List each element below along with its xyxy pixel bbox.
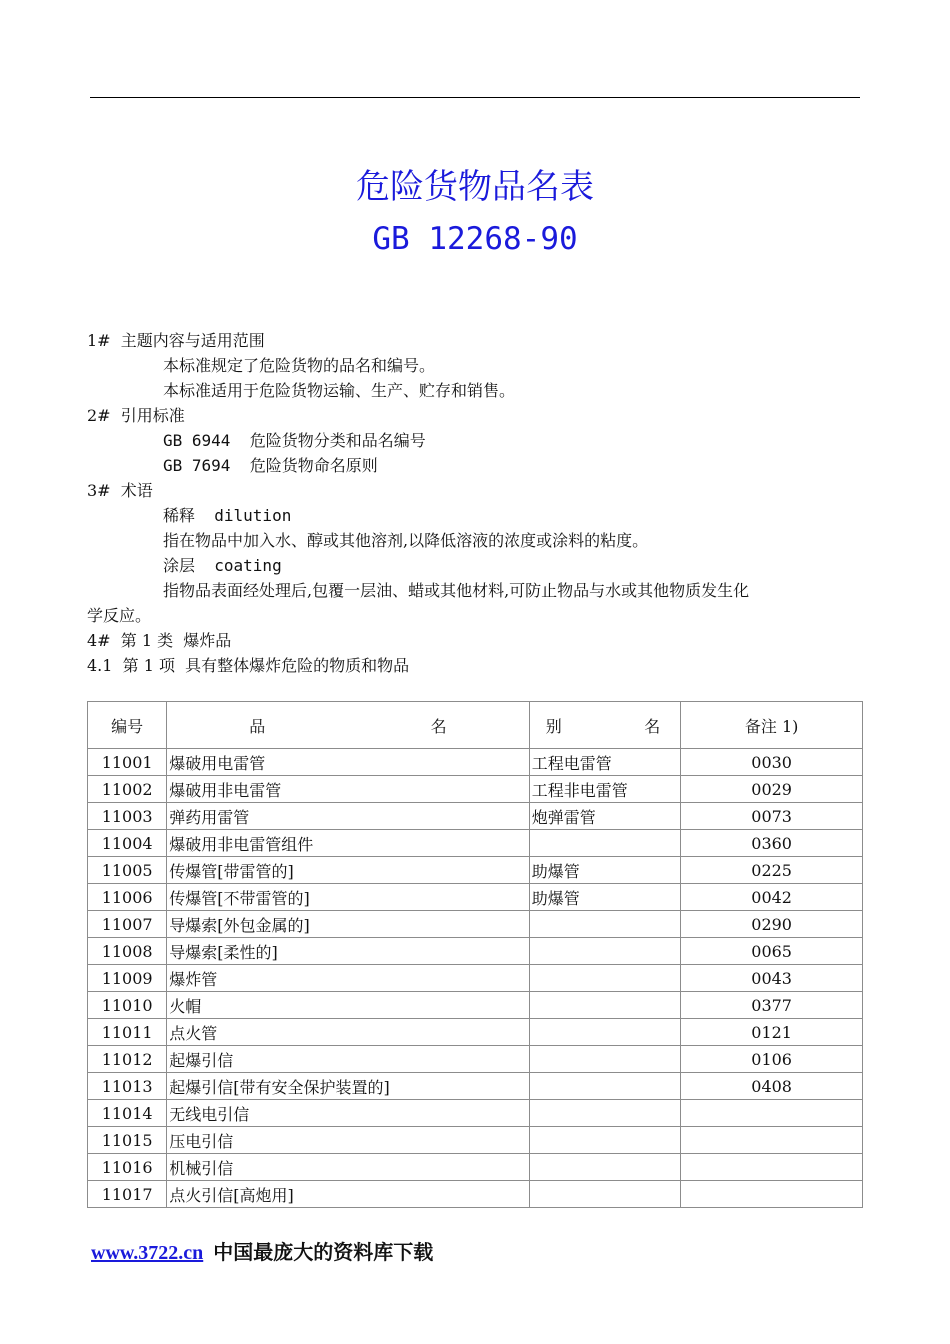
cell-number: 11004 — [88, 830, 167, 857]
cell-alias — [529, 1100, 681, 1127]
section-4-1-heading: 4.1 第 1 项 具有整体爆炸危险的物质和物品 — [87, 656, 410, 675]
table-row — [88, 992, 863, 1019]
cell-alias — [529, 830, 681, 857]
cell-note: 0073 — [681, 803, 863, 830]
cell-note: 0377 — [681, 992, 863, 1019]
cell-number: 11014 — [88, 1100, 167, 1127]
footer-tagline: 中国最庞大的资料库下载 — [213, 1240, 434, 1264]
cell-alias — [529, 992, 681, 1019]
cell-number: 11001 — [88, 749, 167, 776]
reference-standard-2: GB 7694 危险货物命名原则 — [163, 456, 378, 475]
header-alias — [529, 702, 681, 749]
cell-name: 爆破用电雷管 — [167, 749, 529, 776]
cell-alias: 炮弹雷管 — [529, 803, 681, 830]
cell-alias — [529, 1073, 681, 1100]
header-alias-char-1: 别 — [545, 716, 562, 736]
title-block — [0, 163, 950, 263]
header-number: 编号 — [88, 702, 167, 749]
header-note: 备注 1) — [681, 702, 863, 749]
cell-name: 导爆索[外包金属的] — [167, 911, 529, 938]
section-1-paragraph-1: 本标准规定了危险货物的品名和编号。 — [163, 356, 436, 375]
cell-name: 传爆管[带雷管的] — [167, 857, 529, 884]
cell-name: 传爆管[不带雷管的] — [167, 884, 529, 911]
top-rule — [90, 97, 860, 98]
cell-number: 11002 — [88, 776, 167, 803]
table-row — [88, 911, 863, 938]
table-row — [88, 1127, 863, 1154]
cell-number: 11013 — [88, 1073, 167, 1100]
cell-note: 0225 — [681, 857, 863, 884]
cell-alias — [529, 1181, 681, 1208]
table-row — [88, 830, 863, 857]
cell-note: 0290 — [681, 911, 863, 938]
header-alias-char-2: 名 — [644, 716, 661, 736]
cell-note — [681, 1181, 863, 1208]
cell-alias — [529, 1046, 681, 1073]
cell-number: 11007 — [88, 911, 167, 938]
table-row — [88, 938, 863, 965]
cell-note: 0029 — [681, 776, 863, 803]
header-name — [167, 702, 529, 749]
cell-alias — [529, 911, 681, 938]
cell-name: 点火管 — [167, 1019, 529, 1046]
cell-name: 爆炸管 — [167, 965, 529, 992]
cell-number: 11005 — [88, 857, 167, 884]
cell-name: 火帽 — [167, 992, 529, 1019]
term-coating-definition: 指物品表面经处理后,包覆一层油、蜡或其他材料,可防止物品与水或其他物质发生化 — [163, 581, 750, 600]
cell-note: 0121 — [681, 1019, 863, 1046]
cell-alias: 工程电雷管 — [529, 749, 681, 776]
cell-note — [681, 1154, 863, 1181]
table-row — [88, 1100, 863, 1127]
table-body — [88, 749, 863, 1208]
cell-alias: 助爆管 — [529, 884, 681, 911]
cell-name: 无线电引信 — [167, 1100, 529, 1127]
table-row — [88, 1154, 863, 1181]
cell-name: 压电引信 — [167, 1127, 529, 1154]
cell-name: 起爆引信[带有安全保护装置的] — [167, 1073, 529, 1100]
section-1-heading: 1# 主题内容与适用范围 — [87, 331, 265, 350]
table-header-row — [88, 702, 863, 749]
cell-note: 0360 — [681, 830, 863, 857]
cell-note: 0043 — [681, 965, 863, 992]
cell-number: 11017 — [88, 1181, 167, 1208]
section-2-heading: 2# 引用标准 — [87, 406, 185, 425]
table-row — [88, 1046, 863, 1073]
footer — [91, 1236, 433, 1265]
cell-alias: 工程非电雷管 — [529, 776, 681, 803]
cell-name: 弹药用雷管 — [167, 803, 529, 830]
table-row — [88, 1019, 863, 1046]
header-name-char-2: 名 — [430, 716, 447, 736]
cell-alias — [529, 1127, 681, 1154]
table-row — [88, 803, 863, 830]
cell-number: 11010 — [88, 992, 167, 1019]
cell-name: 爆破用非电雷管 — [167, 776, 529, 803]
term-dilution: 稀释 dilution — [163, 506, 292, 525]
term-dilution-definition: 指在物品中加入水、醇或其他溶剂,以降低溶液的浓度或涂料的粘度。 — [163, 531, 649, 550]
dangerous-goods-table — [87, 701, 863, 1208]
term-coating-definition-cont: 学反应。 — [87, 606, 152, 625]
cell-alias — [529, 1019, 681, 1046]
cell-note — [681, 1100, 863, 1127]
cell-name: 爆破用非电雷管组件 — [167, 830, 529, 857]
cell-number: 11009 — [88, 965, 167, 992]
table-row — [88, 749, 863, 776]
cell-number: 11011 — [88, 1019, 167, 1046]
cell-note: 0106 — [681, 1046, 863, 1073]
cell-number: 11006 — [88, 884, 167, 911]
cell-note: 0065 — [681, 938, 863, 965]
cell-name: 导爆索[柔性的] — [167, 938, 529, 965]
section-4-heading: 4# 第 1 类 爆炸品 — [87, 631, 232, 650]
cell-note: 0042 — [681, 884, 863, 911]
section-3-heading: 3# 术语 — [87, 481, 153, 500]
cell-note: 0408 — [681, 1073, 863, 1100]
standard-number: GB 12268-90 — [372, 221, 578, 257]
cell-name: 点火引信[高炮用] — [167, 1181, 529, 1208]
cell-name: 机械引信 — [167, 1154, 529, 1181]
table-row — [88, 965, 863, 992]
cell-number: 11008 — [88, 938, 167, 965]
cell-alias — [529, 965, 681, 992]
header-name-char-1: 品 — [249, 716, 266, 736]
section-1-paragraph-2: 本标准适用于危险货物运输、生产、贮存和销售。 — [163, 381, 516, 400]
cell-alias — [529, 1154, 681, 1181]
table-row — [88, 857, 863, 884]
site-link[interactable]: www.3722.cn — [91, 1242, 204, 1264]
cell-note: 0030 — [681, 749, 863, 776]
cell-number: 11015 — [88, 1127, 167, 1154]
table-row — [88, 776, 863, 803]
table-row — [88, 884, 863, 911]
table-row — [88, 1073, 863, 1100]
cell-number: 11016 — [88, 1154, 167, 1181]
reference-standard-1: GB 6944 危险货物分类和品名编号 — [163, 431, 426, 450]
term-coating: 涂层 coating — [163, 556, 282, 575]
cell-number: 11003 — [88, 803, 167, 830]
table-row — [88, 1181, 863, 1208]
cell-number: 11012 — [88, 1046, 167, 1073]
cell-note — [681, 1127, 863, 1154]
document-title: 危险货物品名表 — [356, 167, 594, 207]
cell-alias: 助爆管 — [529, 857, 681, 884]
document-body — [87, 328, 867, 678]
cell-name: 起爆引信 — [167, 1046, 529, 1073]
cell-alias — [529, 938, 681, 965]
